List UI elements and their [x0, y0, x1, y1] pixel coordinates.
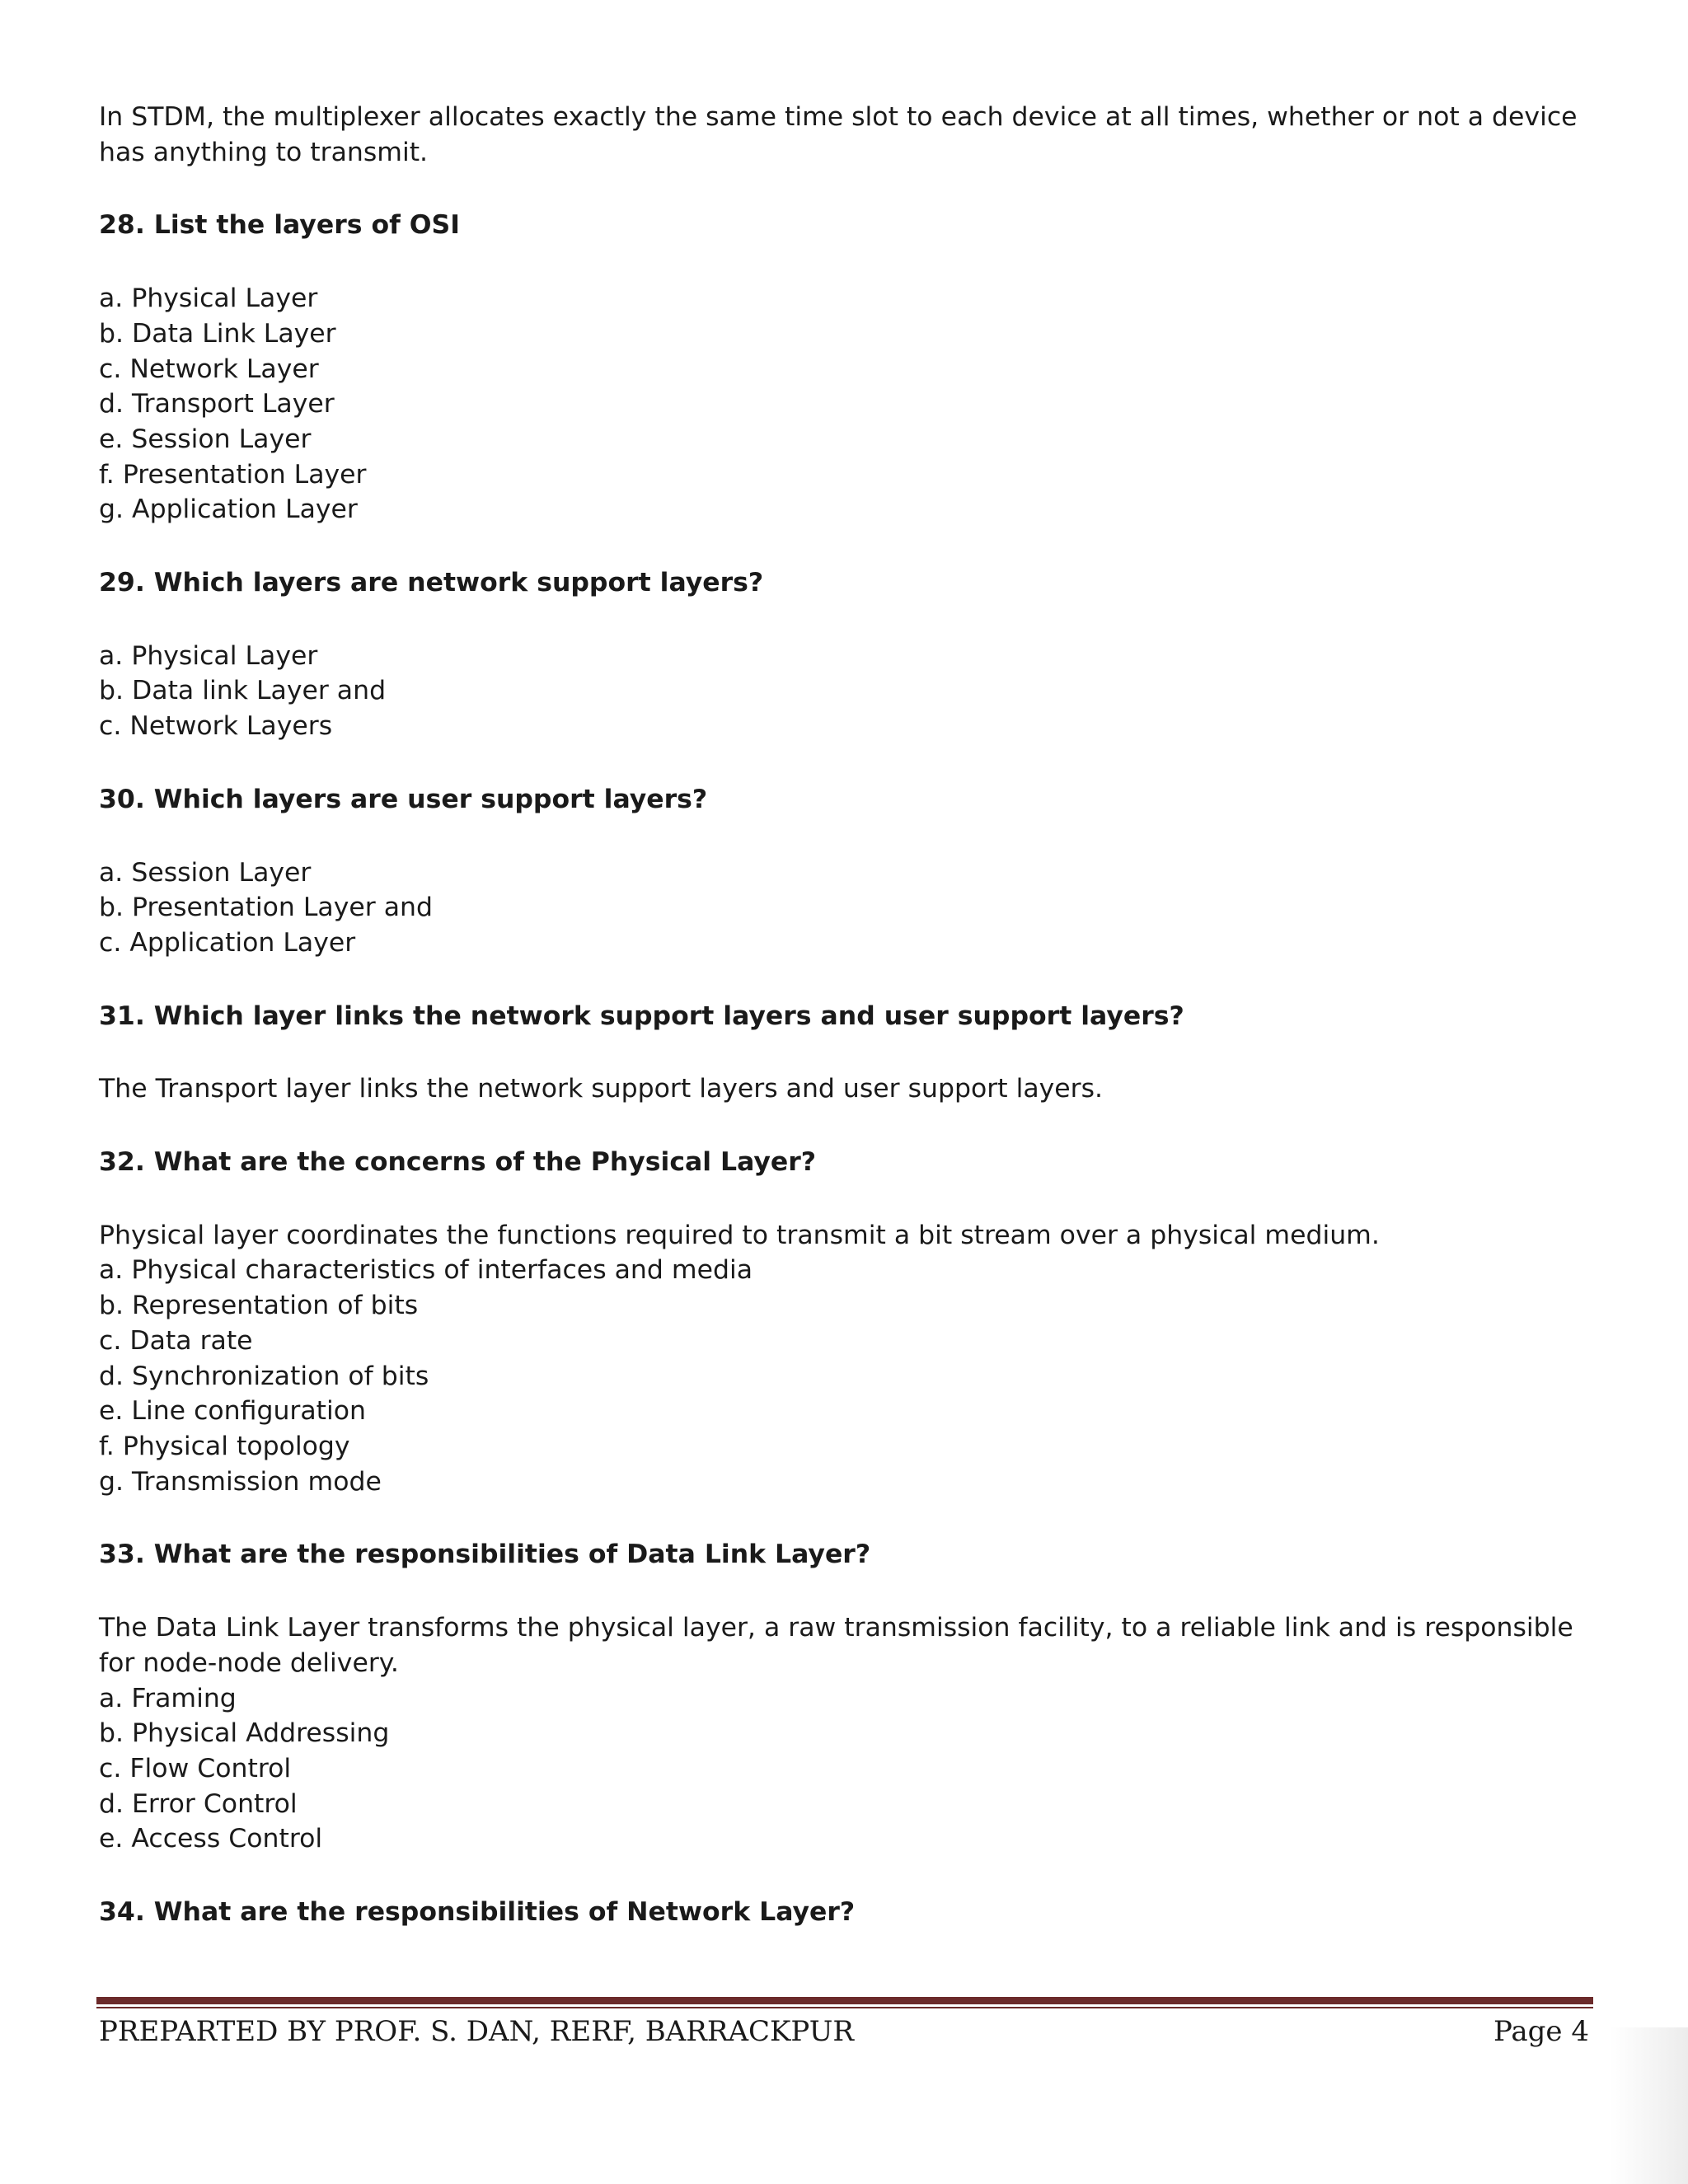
question-31-heading: 31. Which layer links the network support layers and user support layers?: [99, 1001, 1184, 1031]
spacer: [99, 170, 1599, 208]
list-item: d. Synchronization of bits: [99, 1361, 429, 1391]
footer-divider-thick: [96, 1997, 1593, 2004]
spacer: [99, 1499, 1599, 1537]
footer-author: PREPARTED BY PROF. S. DAN, RERF, BARRACKPUR: [99, 2015, 854, 2048]
answer-paragraph: The Transport layer links the network support layers and user support layers.: [99, 1074, 1104, 1104]
spacer: [99, 961, 1599, 999]
list-item: d. Error Control: [99, 1788, 298, 1819]
page-content: [99, 100, 1599, 1930]
list-item: b. Data Link Layer: [99, 318, 336, 349]
list-item: a. Session Layer: [99, 857, 312, 888]
question-30-heading: 30. Which layers are user support layers?: [99, 784, 708, 814]
spacer: [99, 1107, 1599, 1145]
list-item: a. Physical Layer: [99, 640, 318, 671]
spacer: [99, 1857, 1599, 1895]
spacer: [99, 1572, 1599, 1610]
question-29-heading: 29. Which layers are network support layers?: [99, 568, 764, 598]
list-item: c. Flow Control: [99, 1753, 292, 1783]
spacer: [99, 243, 1599, 281]
list-item: b. Presentation Layer and: [99, 893, 433, 923]
list-item: f. Physical topology: [99, 1431, 350, 1461]
spacer: [99, 744, 1599, 782]
footer-divider-thin: [96, 2007, 1593, 2008]
list-item: c. Network Layers: [99, 711, 333, 742]
answer-paragraph: The Data Link Layer transforms the physical layer, a raw transmission facility, to a reliable link and is responsible for node-node delivery.: [99, 1613, 1573, 1678]
list-item: e. Line configuration: [99, 1396, 367, 1427]
spacer: [99, 1180, 1599, 1218]
list-item: c. Data rate: [99, 1325, 253, 1356]
list-item: a. Physical Layer: [99, 284, 318, 314]
list-item: e. Session Layer: [99, 424, 312, 454]
list-item: b. Representation of bits: [99, 1291, 419, 1321]
footer-page-number: Page 4: [1493, 2015, 1589, 2048]
list-item: b. Data link Layer and: [99, 676, 387, 706]
answer-paragraph: Physical layer coordinates the functions required to transmit a bit stream over a physical medium.: [99, 1220, 1380, 1250]
spacer: [99, 818, 1599, 855]
question-28-heading: 28. List the layers of OSI: [99, 210, 460, 241]
list-item: e. Access Control: [99, 1824, 323, 1854]
question-34-heading: 34. What are the responsibilities of Network Layer?: [99, 1897, 856, 1928]
question-33-heading: 33. What are the responsibilities of Data Link Layer?: [99, 1540, 871, 1570]
intro-paragraph: In STDM, the multiplexer allocates exactly the same time slot to each device at all times, whether or not a device has anything to transmit.: [99, 102, 1578, 167]
page-edge-shadow: [1610, 2027, 1688, 2184]
question-32-heading: 32. What are the concerns of the Physical Layer?: [99, 1147, 817, 1178]
list-item: c. Application Layer: [99, 927, 356, 958]
spacer: [99, 601, 1599, 639]
list-item: b. Physical Addressing: [99, 1718, 390, 1749]
spacer: [99, 1033, 1599, 1071]
list-item: f. Presentation Layer: [99, 459, 367, 490]
spacer: [99, 527, 1599, 565]
list-item: g. Transmission mode: [99, 1466, 382, 1497]
list-item: g. Application Layer: [99, 494, 358, 525]
list-item: c. Network Layer: [99, 354, 319, 384]
list-item: d. Transport Layer: [99, 389, 335, 419]
list-item: a. Framing: [99, 1683, 237, 1713]
list-item: a. Physical characteristics of interfaces and media: [99, 1255, 753, 1286]
